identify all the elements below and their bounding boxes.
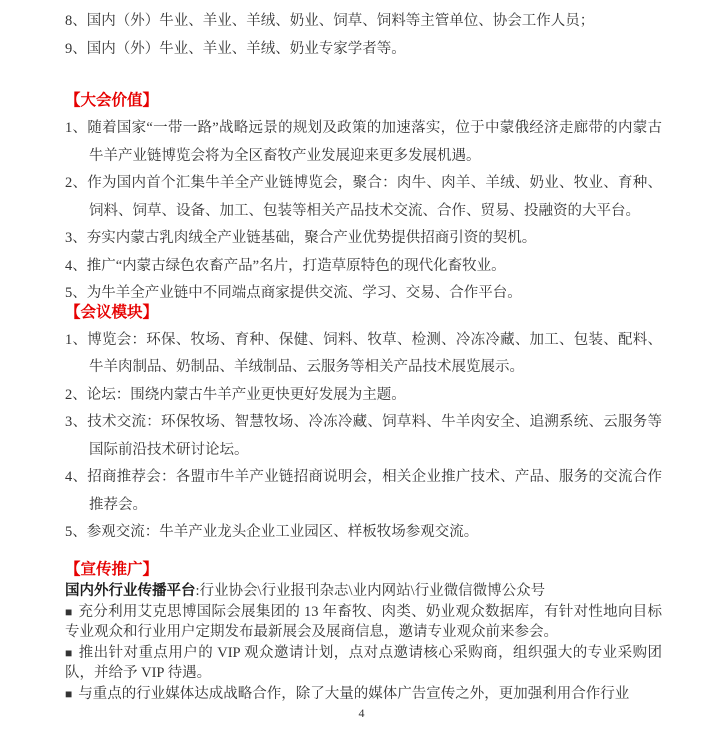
list-item-text: 国内（外）牛业、羊业、羊绒、奶业、饲草、饲料等主管单位、协会工作人员； [86,13,595,29]
list-item-text: 参观交流：牛羊产业龙头企业工业园区、样板牧场参观交流。 [86,524,479,540]
page-number: 4 [358,706,365,720]
section-title-conference-value: 【大会价值】 [65,92,159,109]
list-item-number: 3、 [65,230,87,246]
section-title-conference-modules: 【会议模块】 [65,303,159,321]
list-item-number: 3、 [65,414,88,430]
promotion-bullet [65,684,662,705]
list-item [65,170,662,225]
list-item [65,8,662,36]
list-item-number: 8、 [65,13,87,29]
promotion-platform-value: :行业协会\行业报刊杂志\业内网站\行业微信微博公众号 [195,582,546,599]
list-item [65,382,662,410]
list-item [65,115,662,170]
list-item-text: 为牛羊全产业链中不同端点商家提供交流、学习、交易、合作平台。 [86,285,522,301]
list-item-number: 4、 [65,469,88,485]
promotion-bullet [65,602,662,643]
list-item [65,464,662,519]
bullet-square-icon: ■ [65,686,73,701]
list-item-text: 技术交流：环保牧场、智慧牧场、冷冻冷藏、饲草料、牛羊肉安全、追溯系统、云服务等国际前沿技术研讨论坛。 [87,414,663,458]
bullet-square-icon: ■ [65,645,73,660]
promotion-bullet [65,643,662,684]
promotion-bullet-text: 充分利用艾克思博国际会展集团的 13 年畜牧、肉类、奶业观众数据库，有针对性地向目标专业观众和行业用户定期发布最新展会及展商信息，邀请专业观众前来参会。 [65,603,663,640]
promotion-platform-label: 国内外行业传播平台 [65,582,196,599]
list-item-number: 2、 [65,386,87,403]
list-item-text: 国内（外）牛业、羊业、羊绒、奶业专家学者等。 [86,40,406,57]
list-item-number: 9、 [65,40,87,57]
list-item [65,519,662,547]
list-item-text: 博览会：环保、牧场、育种、保健、饲料、牧草、检测、冷冻冷藏、加工、包装、配料、牛羊肉制品、奶制品、羊绒制品、云服务等相关产品技术展览展示。 [87,331,663,375]
list-item-number: 1、 [65,120,88,136]
list-item-number: 4、 [65,257,87,274]
promotion-platform-line [65,581,662,602]
list-item-text: 招商推荐会：各盟市牛羊产业链招商说明会，相关企业推广技术、产品、服务的交流合作推荐会。 [87,469,663,513]
list-item-number: 2、 [65,175,88,191]
list-item [65,36,662,64]
list-item-text: 推广“内蒙古绿色农畜产品”名片，打造草原特色的现代化畜牧业。 [86,257,506,274]
list-item [65,253,662,281]
list-item-text: 作为国内首个汇集牛羊全产业链博览会，聚合：肉牛、肉羊、羊绒、奶业、牧业、育种、饲料、饲草、设备、加工、包装等相关产品技术交流、合作、贸易、投融资的大平台。 [87,175,663,219]
list-item-number: 5、 [65,524,87,540]
promotion-bullet-text: 与重点的行业媒体达成战略合作，除了大量的媒体广告宣传之外，更加强利用合作行业 [78,685,630,702]
list-item [65,225,662,253]
list-item-text: 论坛：围绕内蒙古牛羊产业更快更好发展为主题。 [86,386,406,403]
list-item-text: 随着国家“一带一路”战略远景的规划及政策的加速落实，位于中蒙俄经济走廊带的内蒙古牛羊产业链博览会将为全区畜牧产业发展迎来更多发展机遇。 [87,120,663,164]
list-item-number: 5、 [65,285,87,301]
promotion-bullet-text: 推出针对重点用户的 VIP 观众邀请计划，点对点邀请核心采购商，组织强大的专业采购团队，并给予 VIP 待遇。 [65,644,663,681]
list-item [65,327,662,382]
bullet-square-icon: ■ [65,604,73,619]
list-item-text: 夯实内蒙古乳肉绒全产业链基础，聚合产业优势提供招商引资的契机。 [86,230,537,246]
list-item [65,409,662,464]
section-title-promotion: 【宣传推广】 [65,560,159,578]
list-item-number: 1、 [65,331,88,348]
